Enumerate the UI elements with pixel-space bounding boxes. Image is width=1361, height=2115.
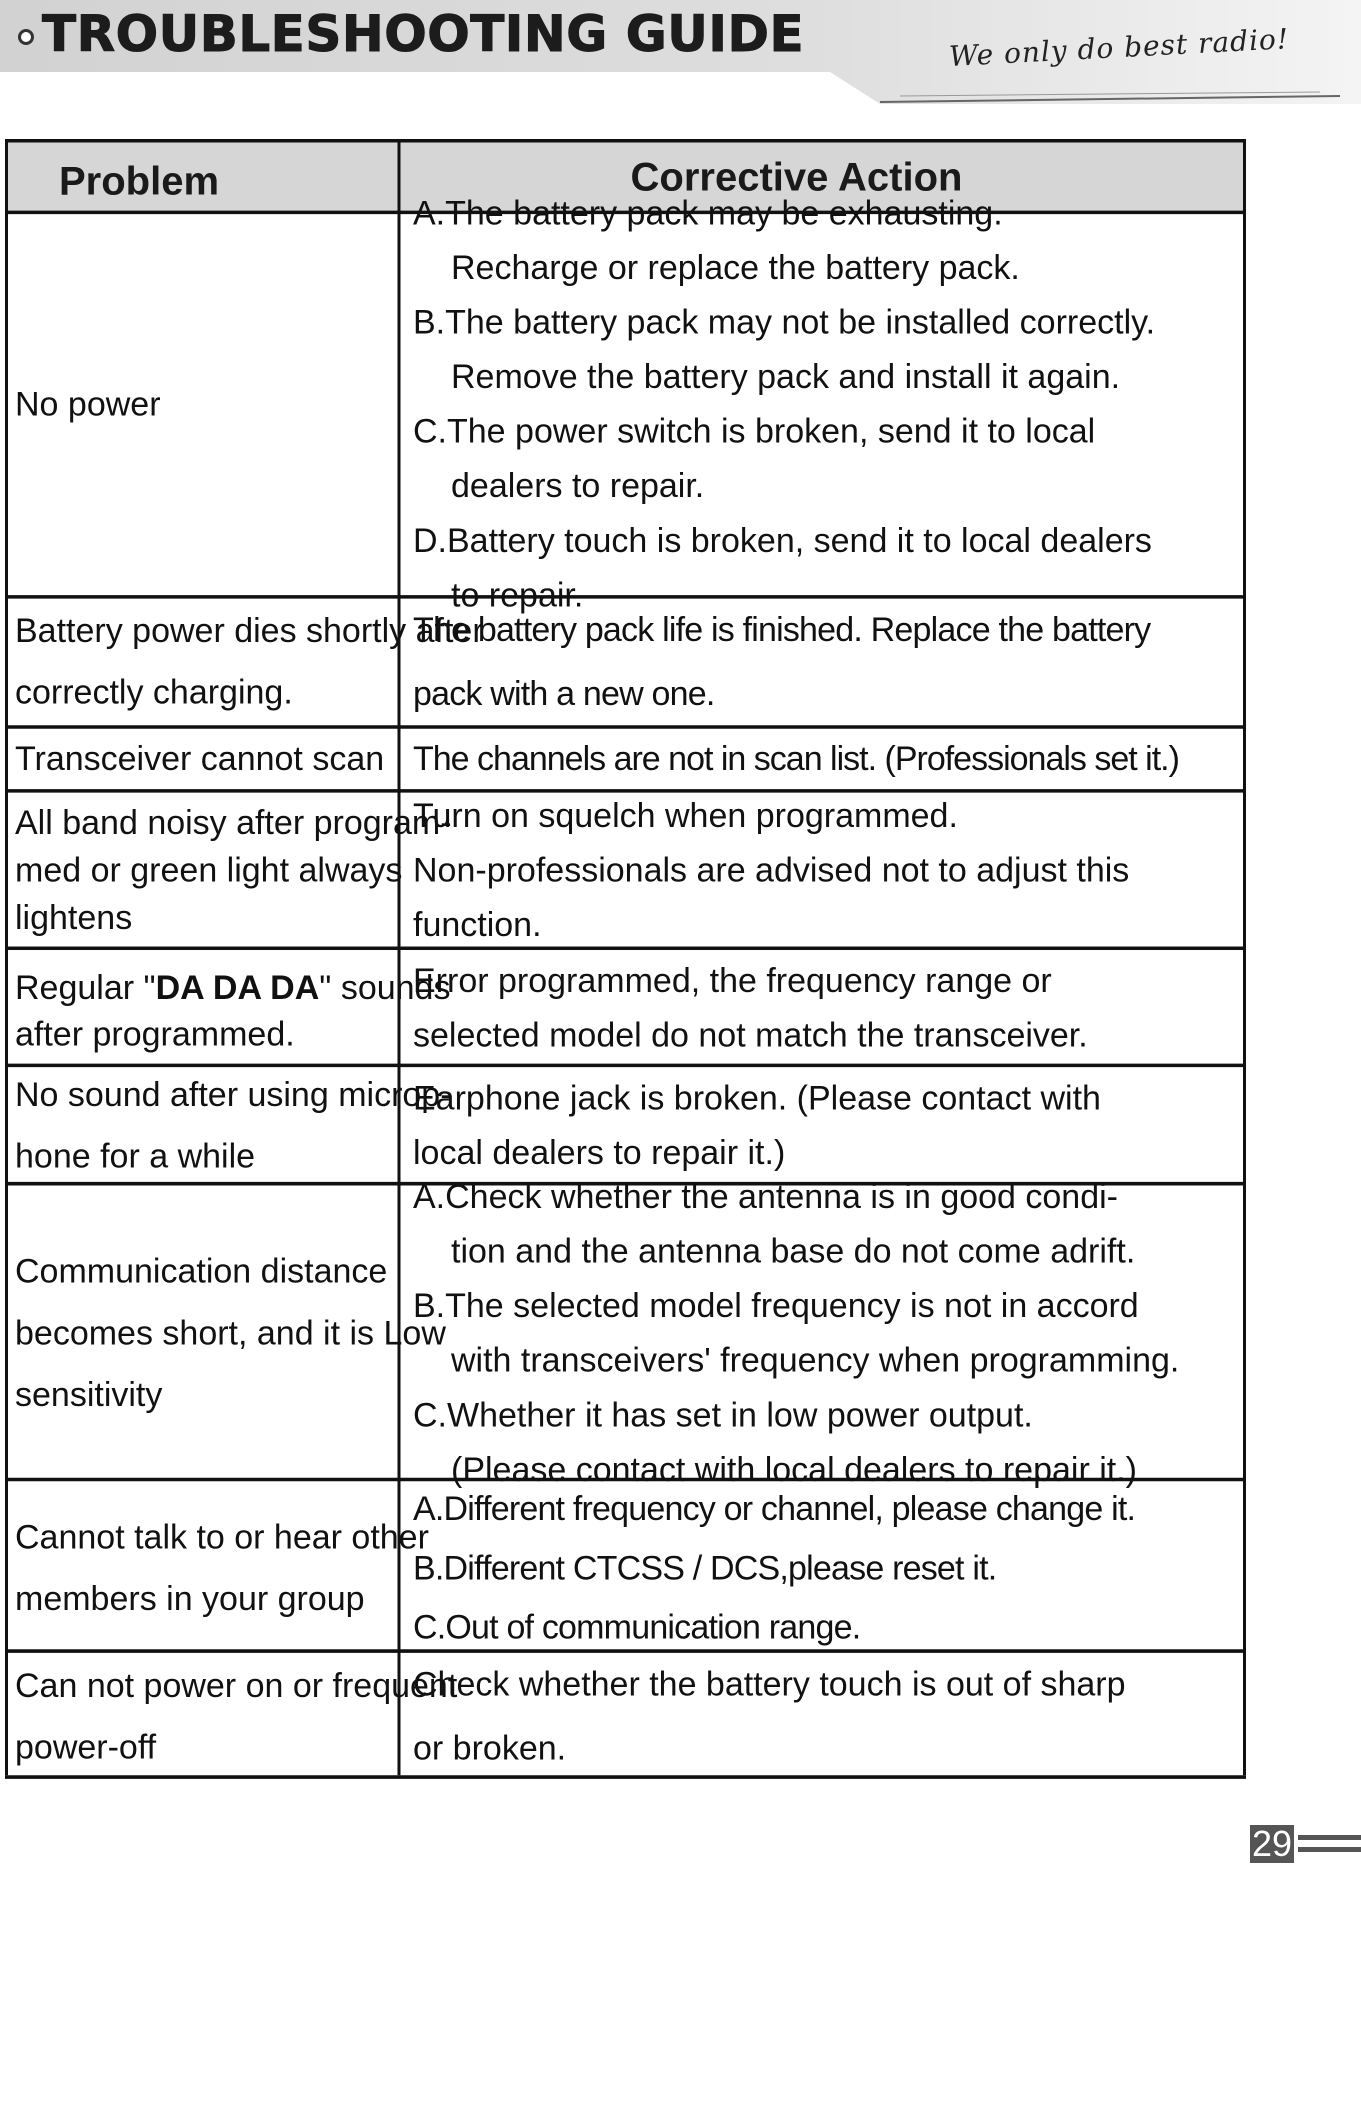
problem-cell <box>5 728 399 792</box>
problem-line: sensitivity <box>15 1376 163 1415</box>
problem-cell <box>5 1654 458 1780</box>
title-wrap <box>18 6 804 62</box>
column-header-action: Corrective Action <box>630 155 963 200</box>
problem-line: members in your group <box>15 1580 365 1619</box>
column-header-problem: Problem <box>58 159 220 204</box>
page-number-lines <box>1298 1829 1361 1859</box>
table-row <box>5 1482 1246 1654</box>
action-line: C.Out of communication range. <box>413 1608 861 1647</box>
action-cell <box>399 194 1246 615</box>
table-row <box>5 194 1246 615</box>
action-line: function. <box>413 906 542 945</box>
action-cell <box>399 1067 1246 1186</box>
action-line: A.Check whether the antenna is in good condi- <box>413 1178 1119 1217</box>
problem-line: Can not power on or frequent <box>15 1667 458 1706</box>
slogan-text: We only do best radio! <box>948 22 1290 73</box>
problem-line: after programmed. <box>15 1015 295 1054</box>
problem-line: No power <box>15 385 161 424</box>
action-line: with transceivers' frequency when programming. <box>451 1342 1180 1381</box>
table-row <box>5 728 1246 792</box>
problem-cell <box>5 1186 446 1483</box>
problem-cell <box>5 1482 429 1654</box>
table-row <box>5 1178 1246 1490</box>
page-number: 29 <box>1251 1823 1293 1864</box>
action-line: tion and the antenna base do not come adrift. <box>451 1232 1136 1271</box>
action-line: The battery pack life is finished. Replace the battery <box>413 611 1151 650</box>
action-line: B.Different CTCSS / DCS,please reset it. <box>413 1549 997 1588</box>
action-line: C.The power switch is broken, send it to local <box>413 412 1096 451</box>
problem-line: All band noisy after program- <box>15 804 452 843</box>
action-line: D.Battery touch is broken, send it to local dealers <box>413 521 1152 560</box>
action-line: (Please contact with local dealers to repair it.) <box>451 1451 1137 1490</box>
table-row <box>5 1654 1246 1780</box>
action-line: Turn on squelch when programmed. <box>413 796 958 835</box>
action-line: Check whether the battery touch is out of sharp <box>413 1666 1126 1705</box>
action-cell <box>399 1654 1246 1780</box>
problem-line: Battery power dies shortly after <box>15 612 484 651</box>
action-line: B.The selected model frequency is not in accord <box>413 1287 1139 1326</box>
action-cell <box>399 949 1246 1066</box>
problem-cell <box>5 211 399 597</box>
table-rows <box>5 155 1246 2114</box>
action-line: Error programmed, the frequency range or <box>413 961 1052 1000</box>
problem-line: Communication distance <box>15 1253 388 1292</box>
action-cell <box>399 792 1246 950</box>
action-line: Non-professionals are advised not to adjust this <box>413 851 1130 890</box>
problem-line: becomes short, and it is Low <box>15 1314 446 1353</box>
action-line: A.Different frequency or channel, please change it. <box>413 1489 1136 1528</box>
problem-text-part: " sounds <box>319 969 451 1008</box>
action-line: local dealers to repair it.) <box>413 1134 786 1173</box>
action-line: Remove the battery pack and install it again. <box>451 357 1121 396</box>
action-line: pack with a new one. <box>413 675 715 714</box>
problem-text-part: Regular " <box>15 969 156 1008</box>
problem-cell <box>5 1067 452 1186</box>
title-bullet-icon <box>18 29 34 45</box>
action-cell <box>399 1178 1246 1490</box>
table-row <box>5 792 1246 950</box>
action-line: A.The battery pack may be exhausting. <box>413 194 1003 233</box>
action-cell <box>399 728 1246 792</box>
problem-line: correctly charging. <box>15 674 293 713</box>
action-line: Earphone jack is broken. (Please contact with <box>413 1079 1101 1118</box>
problem-line: med or green light always <box>15 851 403 890</box>
problem-line: power-off <box>15 1728 157 1767</box>
table-row <box>5 1067 1246 1186</box>
problem-line: hone for a while <box>15 1138 256 1177</box>
problem-text-bold: DA DA DA <box>155 969 320 1008</box>
page-header <box>0 0 1361 110</box>
action-line: dealers to repair. <box>451 467 705 506</box>
table-row <box>5 949 1246 1066</box>
action-cell <box>399 597 1246 728</box>
problem-cell <box>5 597 484 728</box>
page-title: TROUBLESHOOTING GUIDE <box>42 5 805 63</box>
action-line: or broken. <box>413 1730 567 1769</box>
problem-line: No sound after using microp- <box>15 1076 452 1115</box>
problem-line: Transceiver cannot scan <box>15 740 385 779</box>
table-row <box>5 597 1246 728</box>
action-line: selected model do not match the transceiver. <box>413 1016 1088 1055</box>
problem-line <box>15 968 451 1010</box>
action-cell <box>399 1482 1246 1654</box>
action-line: Recharge or replace the battery pack. <box>451 248 1020 287</box>
action-line: to repair. <box>451 576 584 615</box>
action-line: The channels are not in scan list. (Professionals set it.) <box>413 740 1179 779</box>
problem-line: Cannot talk to or hear other <box>15 1518 429 1557</box>
troubleshooting-table <box>5 139 1246 1780</box>
header-cell-problem <box>5 141 399 211</box>
action-line: C.Whether it has set in low power output. <box>413 1396 1033 1435</box>
problem-line: lightens <box>15 898 133 937</box>
problem-cell <box>5 792 452 950</box>
problem-cell <box>5 949 451 1066</box>
action-line: B.The battery pack may not be installed correctly. <box>413 303 1156 342</box>
